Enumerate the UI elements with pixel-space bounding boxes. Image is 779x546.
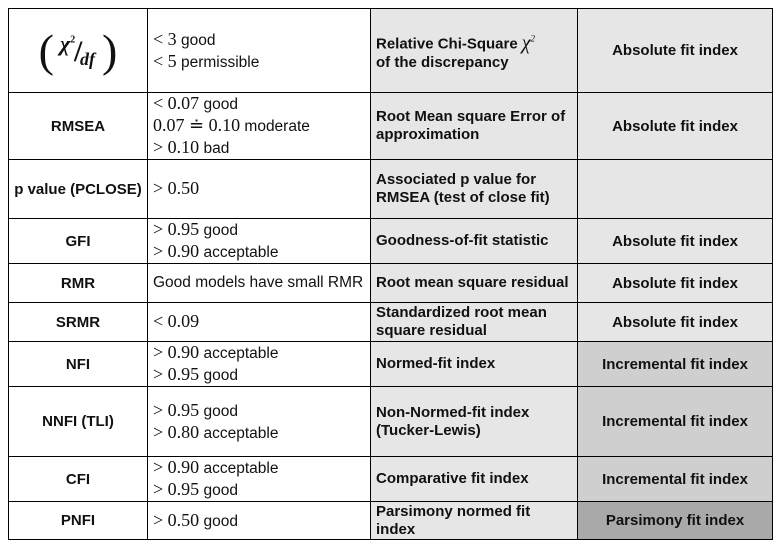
index-type-cell: Absolute fit index: [578, 264, 773, 303]
criterion: < 5 permissible: [153, 50, 260, 71]
description-cell: [371, 9, 578, 93]
description-cell: Non-Normed-fit index (Tucker-Lewis): [371, 387, 578, 457]
description-text: Relative Chi-Square: [376, 35, 518, 53]
description-cell: Associated p value for RMSEA (test of close fit): [371, 160, 578, 219]
description-cell: Root Mean square Error of approximation: [371, 93, 578, 160]
criteria-cell: [148, 502, 371, 540]
criterion: > 0.90 acceptable: [153, 457, 279, 477]
fit-indices-table: [8, 8, 773, 540]
formula-denominator: df: [80, 48, 95, 69]
criterion: > 0.95 good: [153, 479, 238, 499]
index-type-cell: Absolute fit index: [578, 93, 773, 160]
criterion: > 0.10 bad: [153, 137, 230, 157]
table-row: [9, 93, 773, 160]
description-cell: Comparative fit index: [371, 457, 578, 502]
criteria-cell: [148, 160, 371, 219]
criteria-cell: [148, 9, 371, 93]
description-cell: Parsimony normed fit index: [371, 502, 578, 540]
index-type-cell: Absolute fit index: [578, 9, 773, 93]
table-row: [9, 9, 773, 93]
criteria-cell: [148, 342, 371, 387]
index-name: p value (PCLOSE): [9, 160, 148, 219]
criterion: > 0.90 acceptable: [153, 241, 279, 261]
criterion: > 0.50: [153, 178, 200, 198]
table-row: [9, 502, 773, 540]
criterion: > 0.95 good: [153, 364, 238, 384]
criterion: > 0.95 good: [153, 219, 238, 239]
criteria-cell: [148, 457, 371, 502]
chi-square-df-formula: ( $\chi^2$ / df ): [38, 24, 118, 76]
chi-square-symbol: $\chi^2$: [521, 31, 536, 54]
index-type-cell: Incremental fit index: [578, 457, 773, 502]
criterion: < 3 good: [153, 28, 216, 49]
table-row: [9, 342, 773, 387]
criteria-cell: [148, 93, 371, 160]
table-row: [9, 387, 773, 457]
criterion-text: Good models have small RMR: [153, 274, 364, 291]
criteria-cell: [148, 264, 371, 303]
criterion: > 0.80 acceptable: [153, 421, 279, 442]
formula-numerator: χ: [60, 30, 71, 56]
index-name: RMSEA: [9, 93, 148, 160]
description-cell: Root mean square residual: [371, 264, 578, 303]
criterion: > 0.50 good: [153, 509, 238, 530]
table-row: [9, 303, 773, 342]
table-row: [9, 457, 773, 502]
index-name: PNFI: [9, 502, 148, 540]
criterion: > 0.95 good: [153, 399, 238, 420]
index-cell: [9, 9, 148, 93]
index-type-cell: Incremental fit index: [578, 387, 773, 457]
description-cell: Goodness-of-fit statistic: [371, 219, 578, 264]
table-row: [9, 219, 773, 264]
table-row: [9, 160, 773, 219]
criterion: 0.07 ≐ 0.10 moderate: [153, 115, 310, 135]
description-text: of the discrepancy: [376, 53, 509, 71]
index-name: CFI: [9, 457, 148, 502]
criterion: < 0.07 good: [153, 93, 238, 113]
table-row: [9, 264, 773, 303]
criteria-cell: [148, 219, 371, 264]
criterion: > 0.90 acceptable: [153, 342, 279, 362]
index-type-cell: Incremental fit index: [578, 342, 773, 387]
index-name: NNFI (TLI): [9, 387, 148, 457]
formula-power: 2: [70, 34, 76, 46]
criteria-cell: [148, 303, 371, 342]
index-name: NFI: [9, 342, 148, 387]
index-type-cell: Absolute fit index: [578, 219, 773, 264]
index-type-cell: Absolute fit index: [578, 303, 773, 342]
index-name: GFI: [9, 219, 148, 264]
description-cell: Normed-fit index: [371, 342, 578, 387]
index-name: SRMR: [9, 303, 148, 342]
index-type-cell: Parsimony fit index: [578, 502, 773, 540]
index-name: RMR: [9, 264, 148, 303]
index-type-cell: [578, 160, 773, 219]
description-cell: Standardized root mean square residual: [371, 303, 578, 342]
criterion: < 0.09: [153, 311, 200, 331]
criteria-cell: [148, 387, 371, 457]
